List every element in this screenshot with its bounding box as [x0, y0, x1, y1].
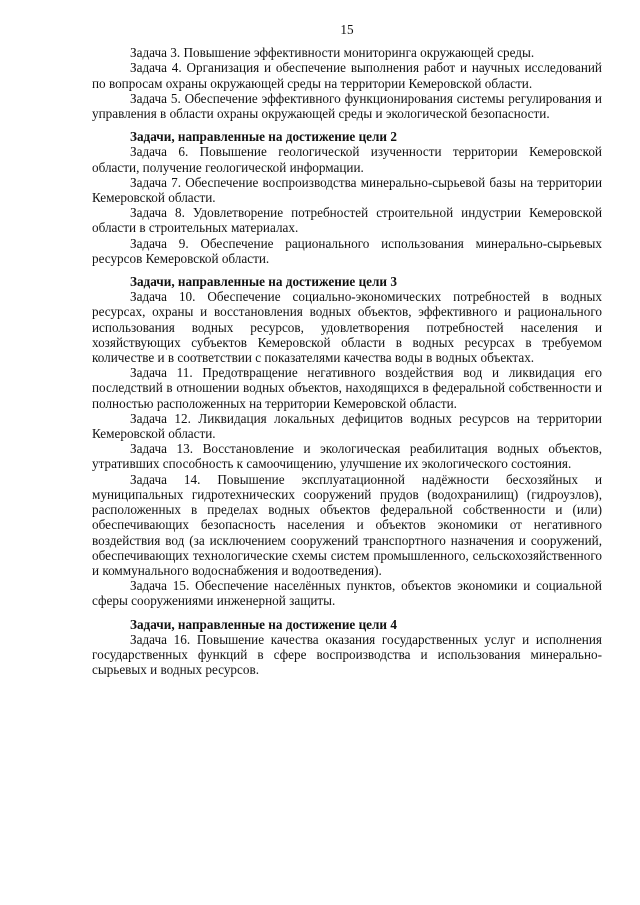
- task-12: Задача 12. Ликвидация локальных дефицитов водных ресурсов на территории Кемеровской области.: [92, 410, 602, 442]
- task-6: Задача 6. Повышение геологической изученности территории Кемеровской области, получение геологической информации.: [92, 144, 602, 175]
- task-4: Задача 4. Организация и обеспечение выполнения работ и научных исследований по вопросам охраны окружающей среды на территории Кемеровской области.: [92, 60, 602, 91]
- task-8: Задача 8. Удовлетворение потребностей строительной индустрии Кемеровской области в строительных материалах.: [92, 205, 602, 236]
- section-heading-goal-2: Задачи, направленные на достижение цели 2: [130, 129, 397, 145]
- page-number: 15: [340, 22, 354, 37]
- task-10: Задача 10. Обеспечение социально-экономических потребностей в водных ресурсах, охраны и восстановления водных объектов, эффективного и рационального использования водных ресурсов, удовлетворения потребностей населения и хозяйствующих субъектов Кемеровской области в водных ресурсах в требуемом количестве и в соответствии с показателями качества воды в водных объектах.: [92, 289, 602, 366]
- task-16: Задача 16. Повышение качества оказания государственных услуг и исполнения государственных функций в сфере воспроизводства и использования минерально-сырьевых и водных ресурсов.: [92, 631, 602, 678]
- section-heading-goal-3: Задачи, направленные на достижение цели 3: [130, 274, 397, 290]
- task-7: Задача 7. Обеспечение воспроизводства минерально-сырьевой базы на территории Кемеровской области.: [92, 174, 602, 206]
- task-15: Задача 15. Обеспечение населённых пунктов, объектов экономики и социальной сферы сооружениями инженерной защиты.: [92, 578, 602, 609]
- task-9: Задача 9. Обеспечение рационального использования минерально-сырьевых ресурсов Кемеровской области.: [92, 235, 602, 266]
- section-heading-goal-4: Задачи, направленные на достижение цели 4: [130, 616, 397, 632]
- task-11: Задача 11. Предотвращение негативного воздействия вод и ликвидация его последствий в отношении водных объектов, находящихся в федеральной собственности и полностью расположенных на территории Кемеровской области.: [92, 365, 602, 411]
- task-3: Задача 3. Повышение эффективности мониторинга окружающей среды.: [130, 45, 535, 61]
- task-14: Задача 14. Повышение эксплуатационной надёжности бесхозяйных и муниципальных гидротехнических сооружений прудов (водохранилищ) (гидроузлов), расположенных в пределах водных объектов федеральной собственности и (или) обеспечивающих безопасность населения и объектов экономики от негативного воздействия вод (за исключением сооружений транспортного назначения и сооружений, обеспечивающих технологические схемы систем промышленного, сельскохозяйственного и коммунального водоснабжения и водоотведения).: [92, 471, 602, 578]
- task-13: Задача 13. Восстановление и экологическая реабилитация водных объектов, утративших способность к самоочищению, улучшение их экологического состояния.: [92, 441, 602, 472]
- task-5: Задача 5. Обеспечение эффективного функционирования системы регулирования и управления в области охраны окружающей среды и экологической безопасности.: [92, 90, 602, 122]
